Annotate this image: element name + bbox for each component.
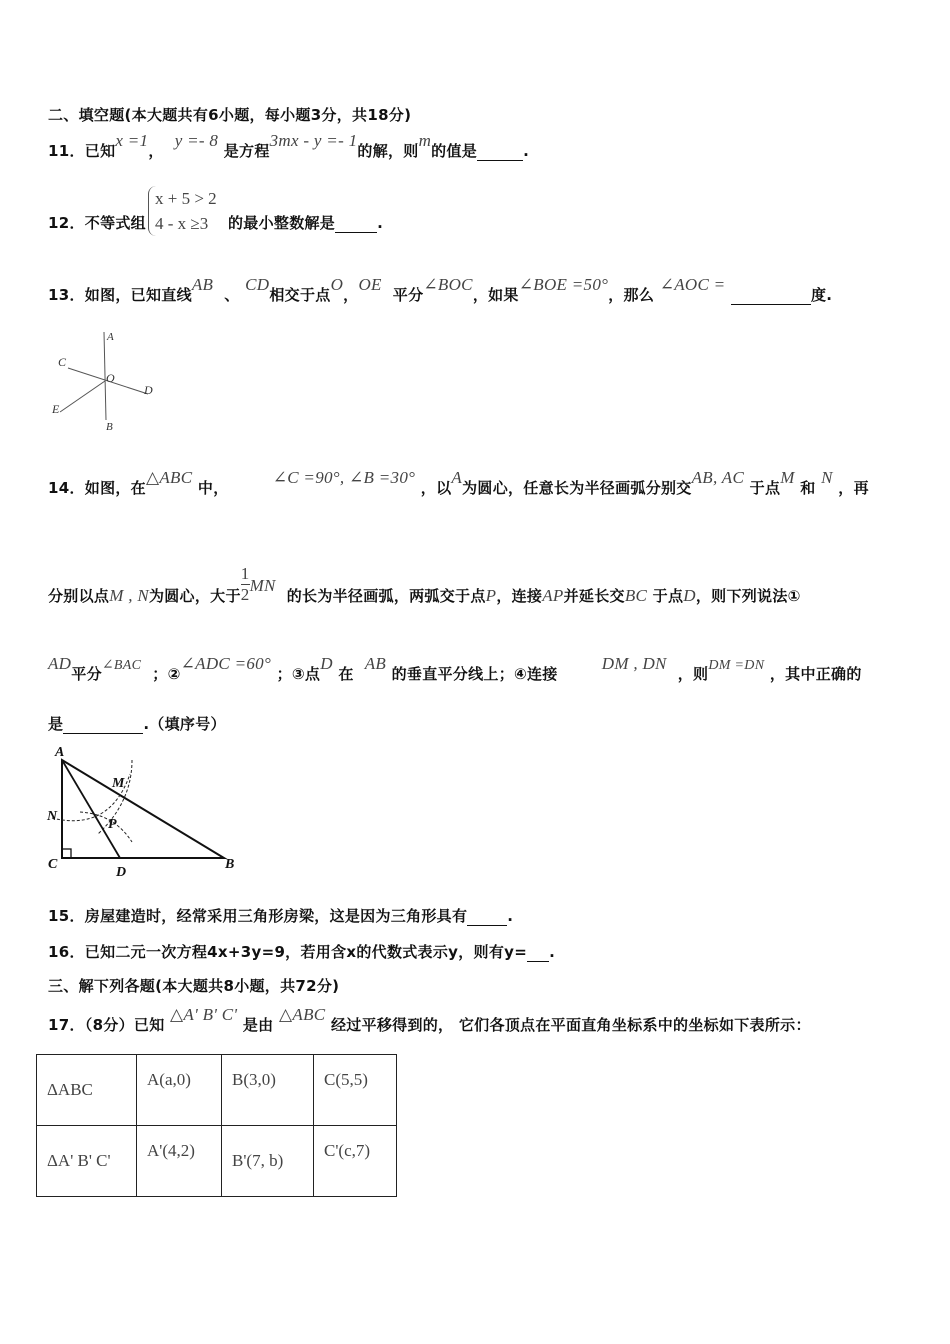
q17-number: 17．（8分）已知 xyxy=(48,1016,165,1034)
q14-l3-text-a: 平分 xyxy=(71,665,102,683)
q14-figure xyxy=(40,742,250,880)
q14-l3-math-dm-dn: DM , DN xyxy=(601,654,667,673)
fig13-label-b: B xyxy=(106,421,113,433)
table-cell xyxy=(137,1126,222,1197)
table-cell xyxy=(314,1055,397,1126)
q12-inequality-system xyxy=(148,186,217,236)
table-row xyxy=(37,1126,397,1197)
q14-l2-text-e: 并延长交 xyxy=(563,587,625,605)
fig14-label-b: B xyxy=(225,857,235,872)
q14-l3-text-c: ；③点 xyxy=(276,665,321,683)
table-cell xyxy=(314,1126,397,1197)
q14-l2-text-f: 于点 xyxy=(652,587,684,605)
q14-l2-math-p: P xyxy=(485,586,497,605)
table-cell xyxy=(222,1126,314,1197)
q13-text-4: ，那么 xyxy=(608,286,655,304)
q14-l2-math-mn: M , N xyxy=(109,586,149,605)
q15-text: 15．房屋建造时，经常采用三角形房梁，这是因为三角形具有 xyxy=(48,907,468,925)
q11-text-2: 的解，则 xyxy=(357,142,419,160)
cell-text: ΔABC xyxy=(47,1080,93,1099)
table-cell xyxy=(222,1055,314,1126)
fig13-label-d: D xyxy=(144,383,153,397)
q14-l3-text-d: 在 xyxy=(338,665,354,683)
q11-math-x: x =1 xyxy=(115,131,149,150)
q14-text-6: ，再 xyxy=(838,479,869,497)
q14-text-2: ，以 xyxy=(420,479,452,497)
fig13-label-o: O xyxy=(106,371,115,385)
q14-l3-math-ab: AB xyxy=(364,654,387,673)
q13-comma: ， xyxy=(343,286,359,304)
q17-math-triangle: △ABC xyxy=(279,1005,326,1024)
q14-number: 14．如图，在 xyxy=(48,479,146,497)
fig14-label-p: P xyxy=(108,817,117,832)
q14-l2-text-g: ，则下列说法① xyxy=(695,587,801,605)
q13-math-oe: OE xyxy=(358,275,382,294)
q11-end: . xyxy=(523,142,530,160)
q13-math-angle-boe: ∠BOE =50° xyxy=(518,275,609,294)
triangle-abc xyxy=(62,760,224,858)
section-2-title: 二、填空题(本大题共有6小题，每小题3分，共18分) xyxy=(48,106,412,124)
q14-text-5: 和 xyxy=(800,479,816,497)
cell-text: ΔA' B' C' xyxy=(47,1151,111,1170)
q17-text-1: 是由 xyxy=(242,1016,274,1034)
q11-math-m: m xyxy=(418,131,432,150)
q12-text: 的最小整数解是 xyxy=(228,214,336,232)
q14-fraction xyxy=(241,564,250,605)
question-12-label: 12．不等式组 xyxy=(48,214,146,232)
q14-l2-text-c: 的长为半径画弧，两弧交于点 xyxy=(286,587,486,605)
q14-l3-text-f: ，则 xyxy=(677,665,709,683)
q14-l2-text-d: ，连接 xyxy=(496,587,543,605)
q14-text-3: 为圆心，任意长为半径画弧分别交 xyxy=(462,479,692,497)
q14-l2-math-ap: AP xyxy=(542,586,564,605)
coordinates-table xyxy=(36,1054,397,1197)
q17-text-2: 经过平移得到的， 它们各顶点在平面直角坐标系中的坐标如下表所示： xyxy=(330,1016,811,1034)
question-16 xyxy=(48,941,555,962)
q13-text-2: 平分 xyxy=(392,286,424,304)
q14-l3-math-dm-eq-dn: DM =DN xyxy=(708,658,765,673)
q12-answer-blank[interactable] xyxy=(335,214,377,233)
question-14-line-3 xyxy=(48,654,862,684)
q13-text-1: 相交于点 xyxy=(269,286,331,304)
cell-text: B(3,0) xyxy=(232,1070,276,1089)
fig13-label-e: E xyxy=(52,402,60,416)
fig14-label-n: N xyxy=(47,809,58,824)
question-11 xyxy=(48,131,530,161)
q14-l3-math-d: D xyxy=(320,654,333,673)
q13-math-angle-boc: ∠BOC xyxy=(423,275,473,294)
question-17 xyxy=(48,1005,811,1035)
cell-text: B'(7, b) xyxy=(232,1151,284,1170)
q14-math-triangle: △ABC xyxy=(145,468,193,487)
cell-text: C(5,5) xyxy=(324,1070,368,1089)
q14-l3-text-g: ，其中正确的 xyxy=(769,665,862,683)
cell-text: A'(4,2) xyxy=(147,1141,195,1160)
q13-math-cd: CD xyxy=(245,275,270,294)
q14-l2-text-b: 为圆心，大于 xyxy=(148,587,241,605)
q14-text-1: 中， xyxy=(197,479,229,497)
table-cell xyxy=(37,1126,137,1197)
fig13-label-a: A xyxy=(107,331,114,343)
segment-ad xyxy=(62,760,120,858)
fig14-label-c: C xyxy=(48,857,58,872)
q11-comma: ， xyxy=(148,142,164,160)
q14-l2-math-bc: BC xyxy=(624,586,648,605)
q13-text-3: ，如果 xyxy=(472,286,519,304)
q16-answer-blank[interactable] xyxy=(527,943,549,962)
fig14-label-m: M xyxy=(112,776,125,791)
q14-l2-math-d: D xyxy=(683,586,696,605)
q11-math-y: y =- 8 xyxy=(174,131,219,150)
q13-figure xyxy=(40,328,170,436)
q14-text-4: 于点 xyxy=(749,479,781,497)
q13-math-angle-aoc: ∠AOC = xyxy=(659,275,726,294)
q13-end: 度. xyxy=(811,286,833,304)
question-14-line-2 xyxy=(48,564,801,617)
arc-from-n xyxy=(80,812,132,842)
q14-l4-text-a: 是 xyxy=(48,715,64,733)
q14-l3-text-b: ；② xyxy=(152,665,181,683)
q13-math-o: O xyxy=(330,275,344,294)
q13-answer-blank[interactable] xyxy=(731,286,811,305)
q12-inequality-row-1: x + 5 > 2 xyxy=(155,189,217,208)
fig14-label-d: D xyxy=(116,865,127,880)
question-15 xyxy=(48,905,513,926)
table-cell xyxy=(37,1055,137,1126)
q14-l3-text-e: 的垂直平分线上；④连接 xyxy=(391,665,558,683)
fig14-label-a: A xyxy=(55,745,65,760)
q11-text-1: 是方程 xyxy=(223,142,270,160)
q15-answer-blank[interactable] xyxy=(467,907,507,926)
table-cell xyxy=(137,1055,222,1126)
q14-l3-math-ad: AD xyxy=(48,654,72,673)
question-12-tail xyxy=(228,212,383,233)
table-row xyxy=(37,1055,397,1126)
q16-end: . xyxy=(549,943,556,961)
q14-fraction-num: 1 xyxy=(240,564,250,583)
q14-fraction-den: 2 xyxy=(240,585,250,604)
q13-sep: 、 xyxy=(224,286,240,304)
q14-math-a: A xyxy=(451,468,463,487)
q14-math-angles: ∠C =90°, ∠B =30° xyxy=(272,468,416,487)
section-3-title: 三、解下列各题(本大题共8小题，共72分) xyxy=(48,977,340,995)
q11-text-3: 的值是 xyxy=(431,142,478,160)
q11-number: 11．已知 xyxy=(48,142,116,160)
q14-l3-math-angle-bac: ∠BAC xyxy=(101,658,142,673)
q15-end: . xyxy=(507,907,514,925)
q14-math-ab-ac: AB, AC xyxy=(691,468,745,487)
question-14-line-4 xyxy=(48,713,226,734)
right-angle-mark xyxy=(62,849,71,858)
q14-fraction-tail: MN xyxy=(249,576,276,595)
q14-math-m: M xyxy=(780,468,795,487)
cell-text: C'(c,7) xyxy=(324,1141,371,1160)
cell-text: A(a,0) xyxy=(147,1070,191,1089)
q12-inequality-row-2: 4 - x ≥3 xyxy=(155,214,209,233)
q13-math-ab: AB xyxy=(191,275,214,294)
question-13 xyxy=(48,275,833,305)
q14-answer-blank[interactable] xyxy=(63,715,143,734)
q13-number: 13．如图，已知直线 xyxy=(48,286,192,304)
q14-math-n: N xyxy=(821,468,833,487)
fig13-label-c: C xyxy=(58,355,67,369)
ray-oe xyxy=(60,381,105,412)
q14-l3-math-angle-adc: ∠ADC =60° xyxy=(180,654,272,673)
q14-l2-text-a: 分别以点 xyxy=(48,587,110,605)
q14-l4-text-b: .（填序号） xyxy=(143,715,226,733)
q17-math-triangle-prime: △A' B' C' xyxy=(170,1005,238,1024)
q12-end: . xyxy=(377,214,384,232)
q16-text: 16．已知二元一次方程4x+3y=9，若用含x的代数式表示y，则有y= xyxy=(48,943,528,961)
q11-answer-blank[interactable] xyxy=(477,142,523,161)
q11-math-equation: 3mx - y =- 1 xyxy=(269,131,358,150)
question-14-line-1 xyxy=(48,468,869,498)
